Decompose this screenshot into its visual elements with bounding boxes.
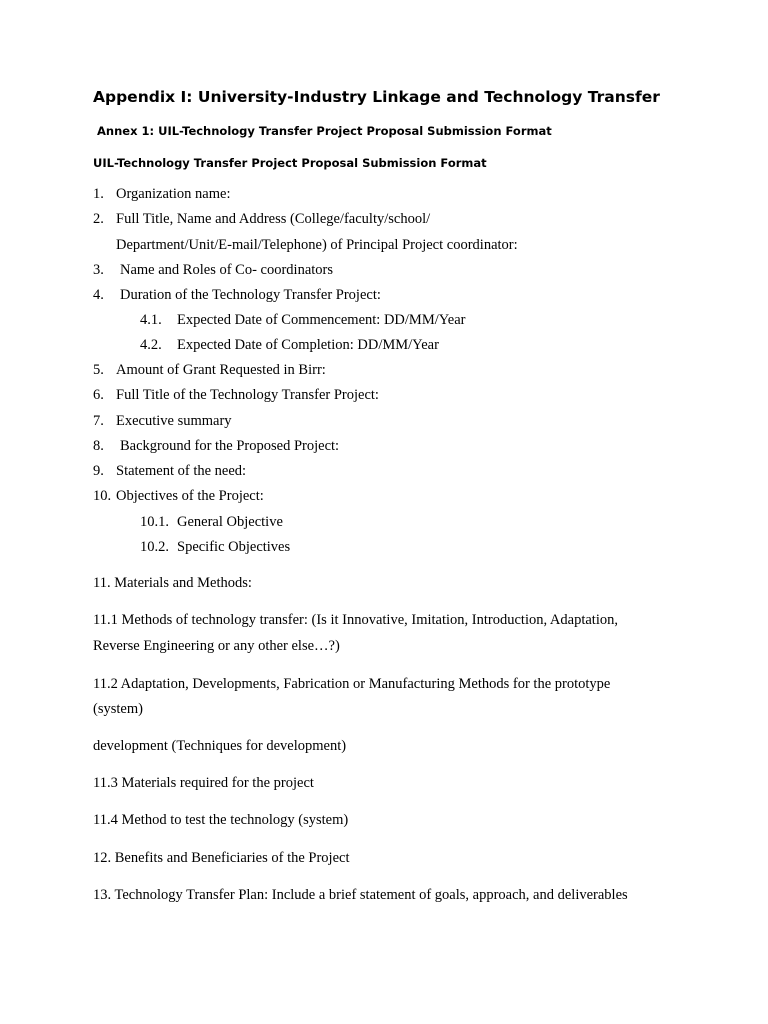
list-item-text: Objectives of the Project: (116, 488, 264, 504)
list-item-10-2 (140, 538, 290, 556)
paragraph-13: 13. Technology Transfer Plan: Include a brief statement of goals, approach, and deliverables (93, 887, 628, 903)
paragraph-materials-methods: 11. Materials and Methods: (93, 575, 252, 591)
list-item-9 (93, 462, 246, 480)
list-item-number: 9. (93, 463, 104, 479)
list-item-number: 4.2. (140, 337, 162, 353)
paragraph-11-2-continued: (system) (93, 701, 143, 717)
list-item-text: Executive summary (116, 413, 232, 429)
list-item-3 (93, 261, 333, 279)
list-item-4 (93, 286, 381, 304)
list-item-10 (93, 487, 264, 505)
list-item-text: Expected Date of Commencement: DD/MM/Year (177, 312, 466, 328)
list-item-text: Full Title, Name and Address (College/faculty/school/ (116, 211, 431, 227)
list-item-number: 7. (93, 413, 104, 429)
list-item-number: 4.1. (140, 312, 162, 328)
appendix-heading: Appendix I: University-Industry Linkage and Technology Transfer (93, 88, 660, 106)
paragraph-development: development (Techniques for development) (93, 738, 347, 754)
list-item-text: Specific Objectives (177, 539, 291, 555)
list-item-text: Background for the Proposed Project: (120, 438, 340, 454)
paragraph-11-1: 11.1 Methods of technology transfer: (Is it Innovative, Imitation, Introduction, Adaptation, (93, 612, 618, 628)
list-item-10-1 (140, 513, 283, 531)
paragraph-11-2: 11.2 Adaptation, Developments, Fabrication or Manufacturing Methods for the prototype (93, 676, 611, 692)
list-item-text: Full Title of the Technology Transfer Project: (116, 387, 379, 403)
list-item-number: 2. (93, 211, 104, 227)
annex-title: Annex 1: UIL-Technology Transfer Project Proposal Submission Format (97, 124, 552, 138)
list-item-number: 1. (93, 186, 104, 202)
list-item-number: 6. (93, 387, 104, 403)
paragraph-12: 12. Benefits and Beneficiaries of the Project (93, 850, 350, 866)
list-item-number: 8. (93, 438, 104, 454)
paragraph-11-1-continued: Reverse Engineering or any other else…?) (93, 638, 340, 654)
list-item-4-1 (140, 311, 465, 329)
list-item-number: 4. (93, 287, 104, 303)
list-item-text: Duration of the Technology Transfer Project: (120, 287, 381, 303)
list-item-number: 10. (93, 488, 112, 504)
list-item-2-continued (116, 236, 518, 254)
paragraph-11-4: 11.4 Method to test the technology (system) (93, 812, 349, 828)
list-item-7 (93, 412, 232, 430)
list-item-2 (93, 210, 430, 228)
list-item-4-2 (140, 336, 439, 354)
list-item-text: Department/Unit/E-mail/Telephone) of Principal Project coordinator: (116, 237, 518, 253)
list-item-text: Amount of Grant Requested in Birr: (116, 362, 326, 378)
list-item-8 (93, 437, 339, 455)
list-item-number: 10.1. (140, 514, 169, 530)
list-item-text: Expected Date of Completion: DD/MM/Year (177, 337, 439, 353)
list-item-text: Name and Roles of Co- coordinators (120, 262, 334, 278)
list-item-text: General Objective (177, 514, 283, 530)
list-item-number: 5. (93, 362, 104, 378)
list-item-6 (93, 386, 379, 404)
format-title: UIL-Technology Transfer Project Proposal Submission Format (93, 156, 487, 170)
list-item-number: 3. (93, 262, 104, 278)
list-item-5 (93, 361, 326, 379)
list-item-1 (93, 185, 231, 203)
list-item-text: Organization name: (116, 186, 231, 202)
paragraph-11-3: 11.3 Materials required for the project (93, 775, 314, 791)
list-item-number: 10.2. (140, 539, 169, 555)
list-item-text: Statement of the need: (116, 463, 247, 479)
